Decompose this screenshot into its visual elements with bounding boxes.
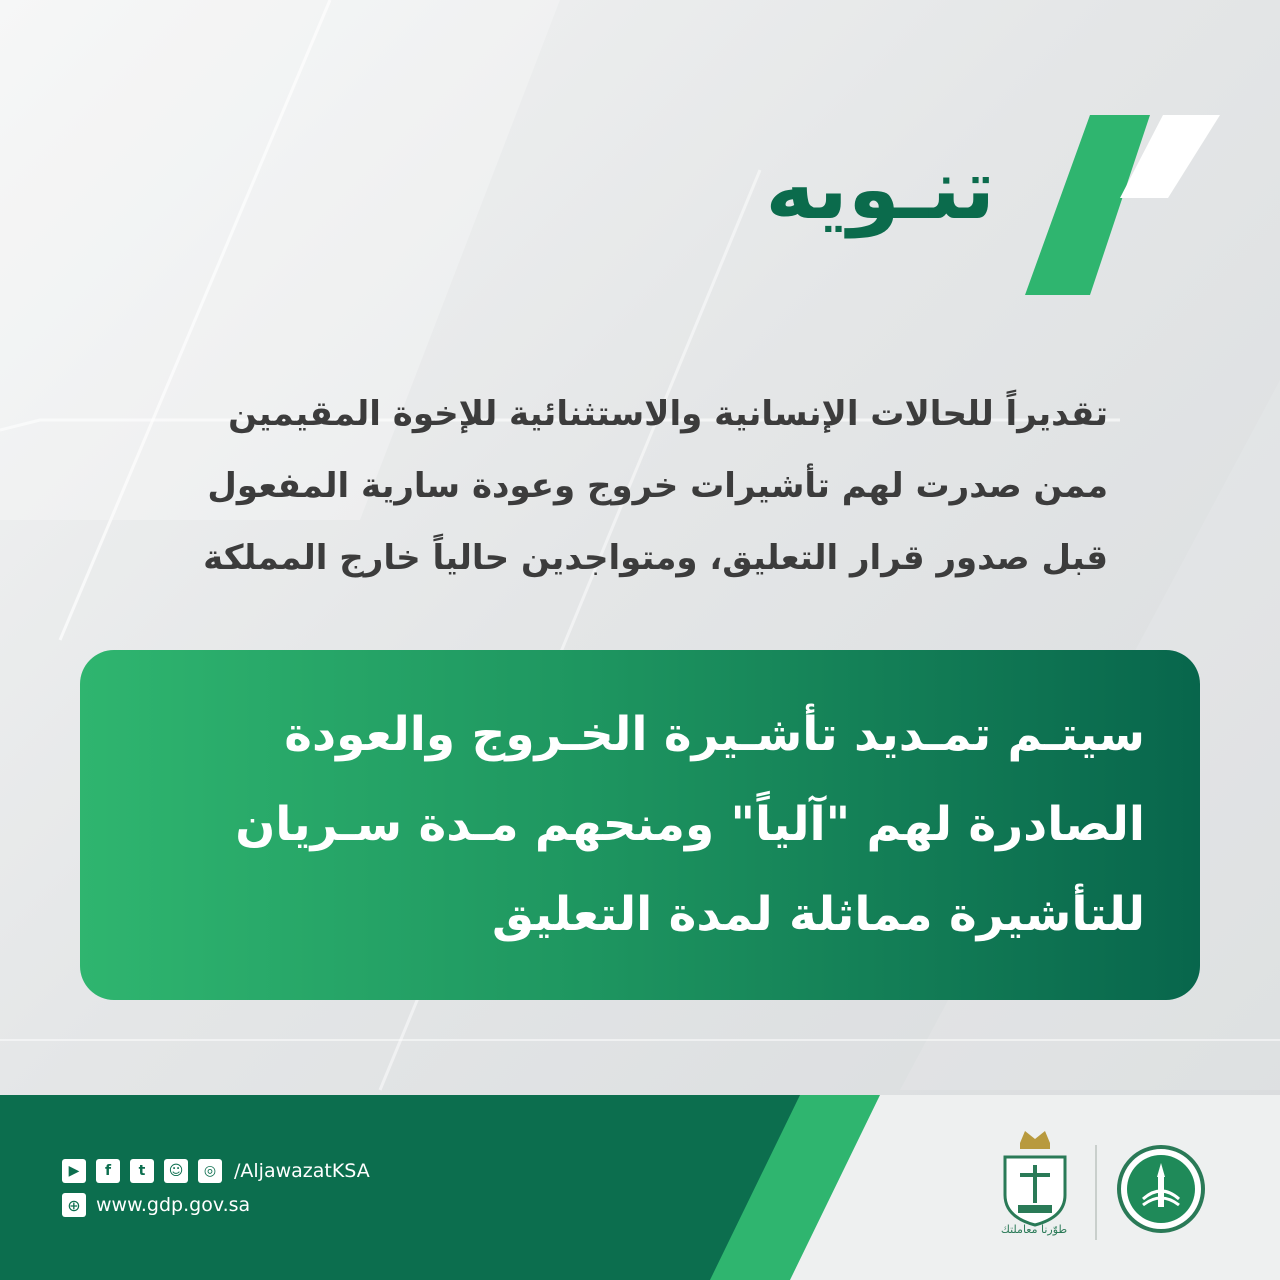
youtube-icon[interactable]: ▶ [62,1159,86,1183]
intro-line-1: تقديراً للحالات الإنسانية والاستثنائية للإخوة المقيمين [228,394,1108,434]
announcement-line-1: سيتـم تمـديد تأشـيرة الخـروج والعودة [284,707,1145,762]
twitter-icon[interactable]: t [130,1159,154,1183]
snapchat-icon[interactable]: ☺ [164,1159,188,1183]
ministry-of-interior-logo [1115,1143,1207,1235]
instagram-icon[interactable]: ◎ [198,1159,222,1183]
social-handle[interactable]: /AljawazatKSA [234,1160,370,1182]
intro-line-3: قبل صدور قرار التعليق، ومتواجدين حالياً خارج المملكة [203,538,1108,578]
logo-divider [1095,1145,1097,1240]
quote-mark-icon [1020,110,1220,300]
website-link[interactable] [62,1192,250,1218]
social-links [62,1158,370,1184]
facebook-icon[interactable]: f [96,1159,120,1183]
announcement-text [135,690,1145,960]
intro-line-2: ممن صدرت لهم تأشيرات خروج وعودة سارية المفعول [207,466,1108,506]
announcement-line-3: للتأشيرة مماثلة لمدة التعليق [492,887,1145,942]
globe-icon: ⊕ [62,1193,86,1217]
intro-paragraph [108,378,1108,594]
logos [990,1125,1220,1255]
announcement-line-2: الصادرة لهم "آلياً" ومنحهم مـدة سـريان [235,797,1145,852]
announcement-box [80,650,1200,1000]
jawazat-caption: طوّرنا معاملتك [1000,1223,1068,1236]
website-url[interactable]: www.gdp.gov.sa [96,1194,251,1216]
page-title: تنـويه [765,140,995,238]
